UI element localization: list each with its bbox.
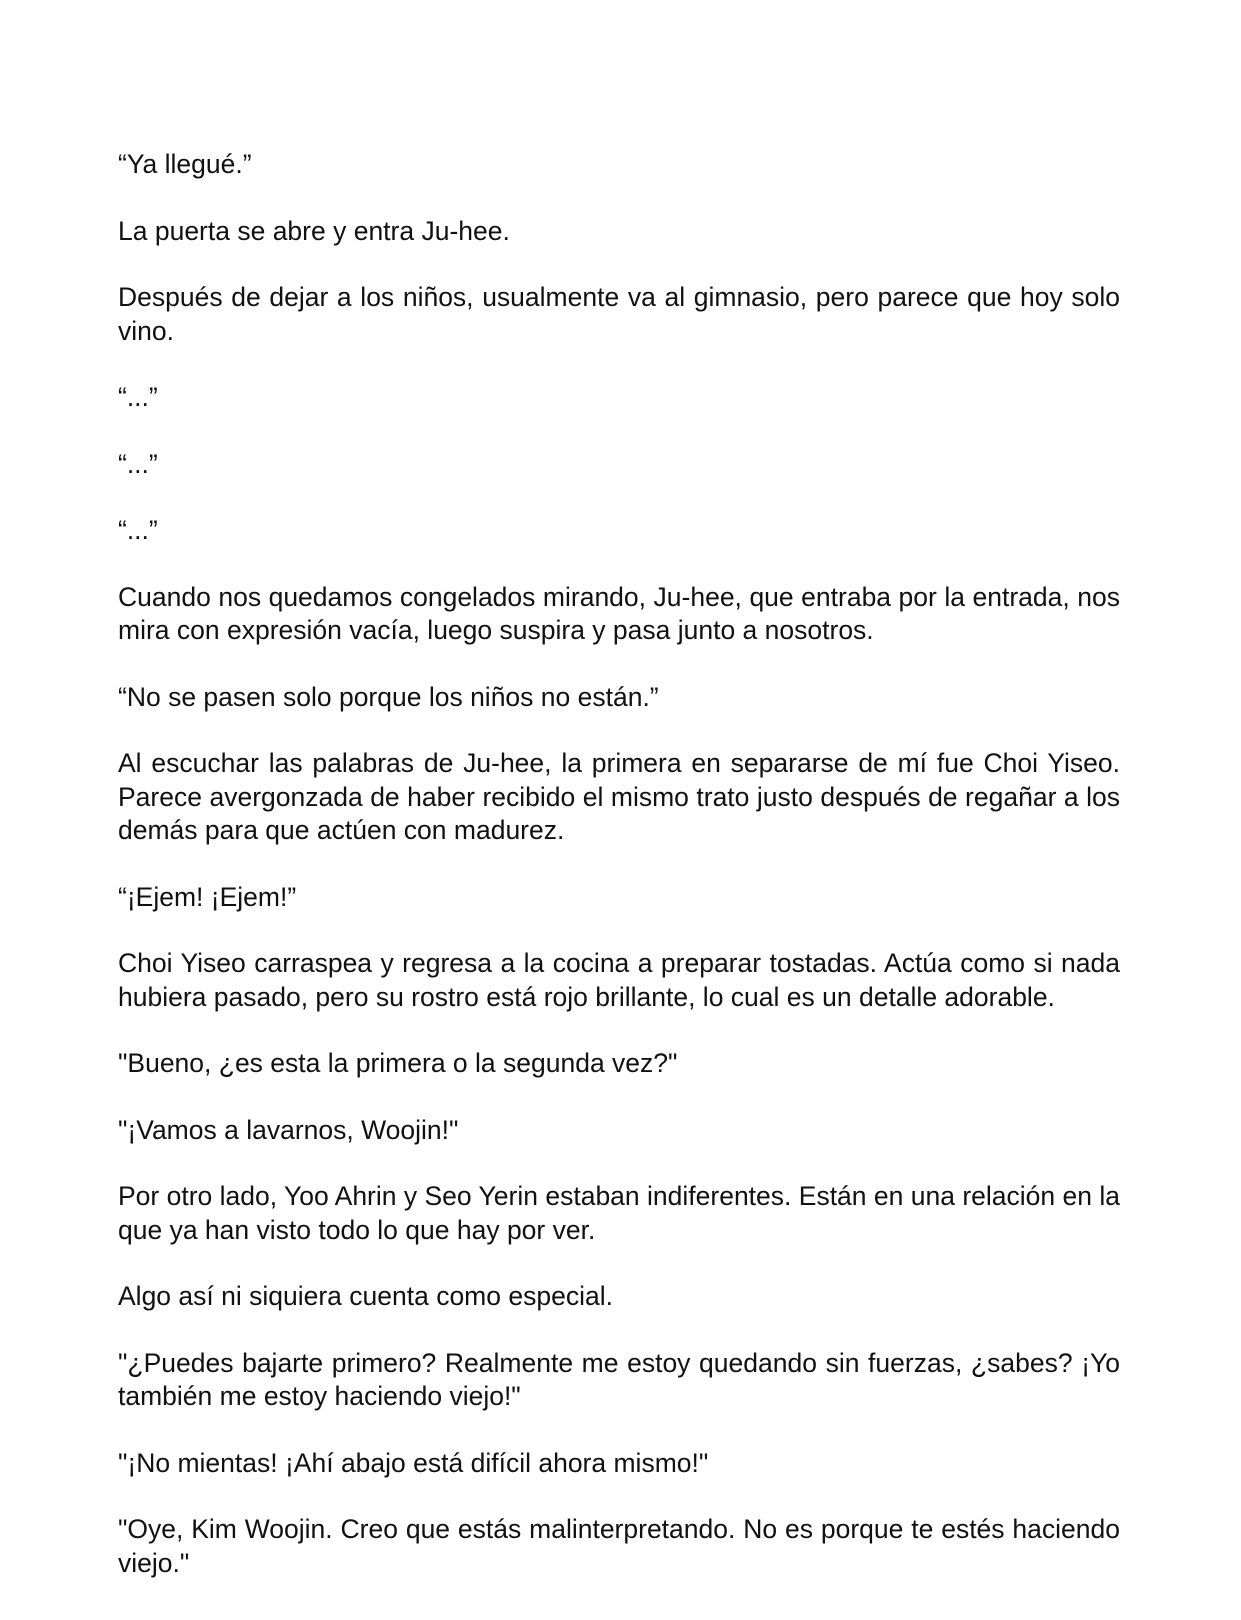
paragraph: "Oye, Kim Woojin. Creo que estás malinterpretando. No es porque te estés haciendo viejo." [118,1514,1120,1578]
paragraph: "¿Puedes bajarte primero? Realmente me estoy quedando sin fuerzas, ¿sabes? ¡Yo también me estoy haciendo viejo!" [118,1347,1120,1411]
paragraph: “No se pasen solo porque los niños no están.” [118,681,659,712]
paragraph: Choi Yiseo carraspea y regresa a la cocina a preparar tostadas. Actúa como si nada hubiera pasado, pero su rostro está rojo brillante, lo cual es un detalle adorable. [118,948,1120,1012]
paragraph: Cuando nos quedamos congelados mirando, Ju-hee, que entraba por la entrada, nos mira con expresión vacía, luego suspira y pasa junto a nosotros. [118,581,1120,645]
paragraph: "Bueno, ¿es esta la primera o la segunda vez?" [118,1048,678,1078]
paragraph: La puerta se abre y entra Ju-hee. [118,215,510,246]
body-text [118,148,1120,1613]
paragraph: “Ya llegué.” [118,149,252,179]
paragraph: "¡No mientas! ¡Ahí abajo está difícil ahora mismo!" [118,1447,709,1478]
paragraph: “...” [118,382,158,412]
paragraph: “...” [118,448,158,479]
paragraph: Algo así ni siquiera cuenta como especial. [118,1281,613,1311]
paragraph: Por otro lado, Yoo Ahrin y Seo Yerin estaban indiferentes. Están en una relación en la que ya han visto todo lo que hay por ver. [118,1181,1120,1245]
paragraph: Al escuchar las palabras de Ju-hee, la primera en separarse de mí fue Choi Yiseo. Parece avergonzada de haber recibido el mismo trato justo después de regañar a los demás para que actúen con madurez. [118,748,1120,845]
paragraph: “...” [118,515,158,545]
paragraph: Después de dejar a los niños, usualmente va al gimnasio, pero parece que hoy solo vino. [118,282,1120,346]
paragraph: "¡Vamos a lavarnos, Woojin!" [118,1114,459,1145]
paragraph: “¡Ejem! ¡Ejem!” [118,881,297,912]
